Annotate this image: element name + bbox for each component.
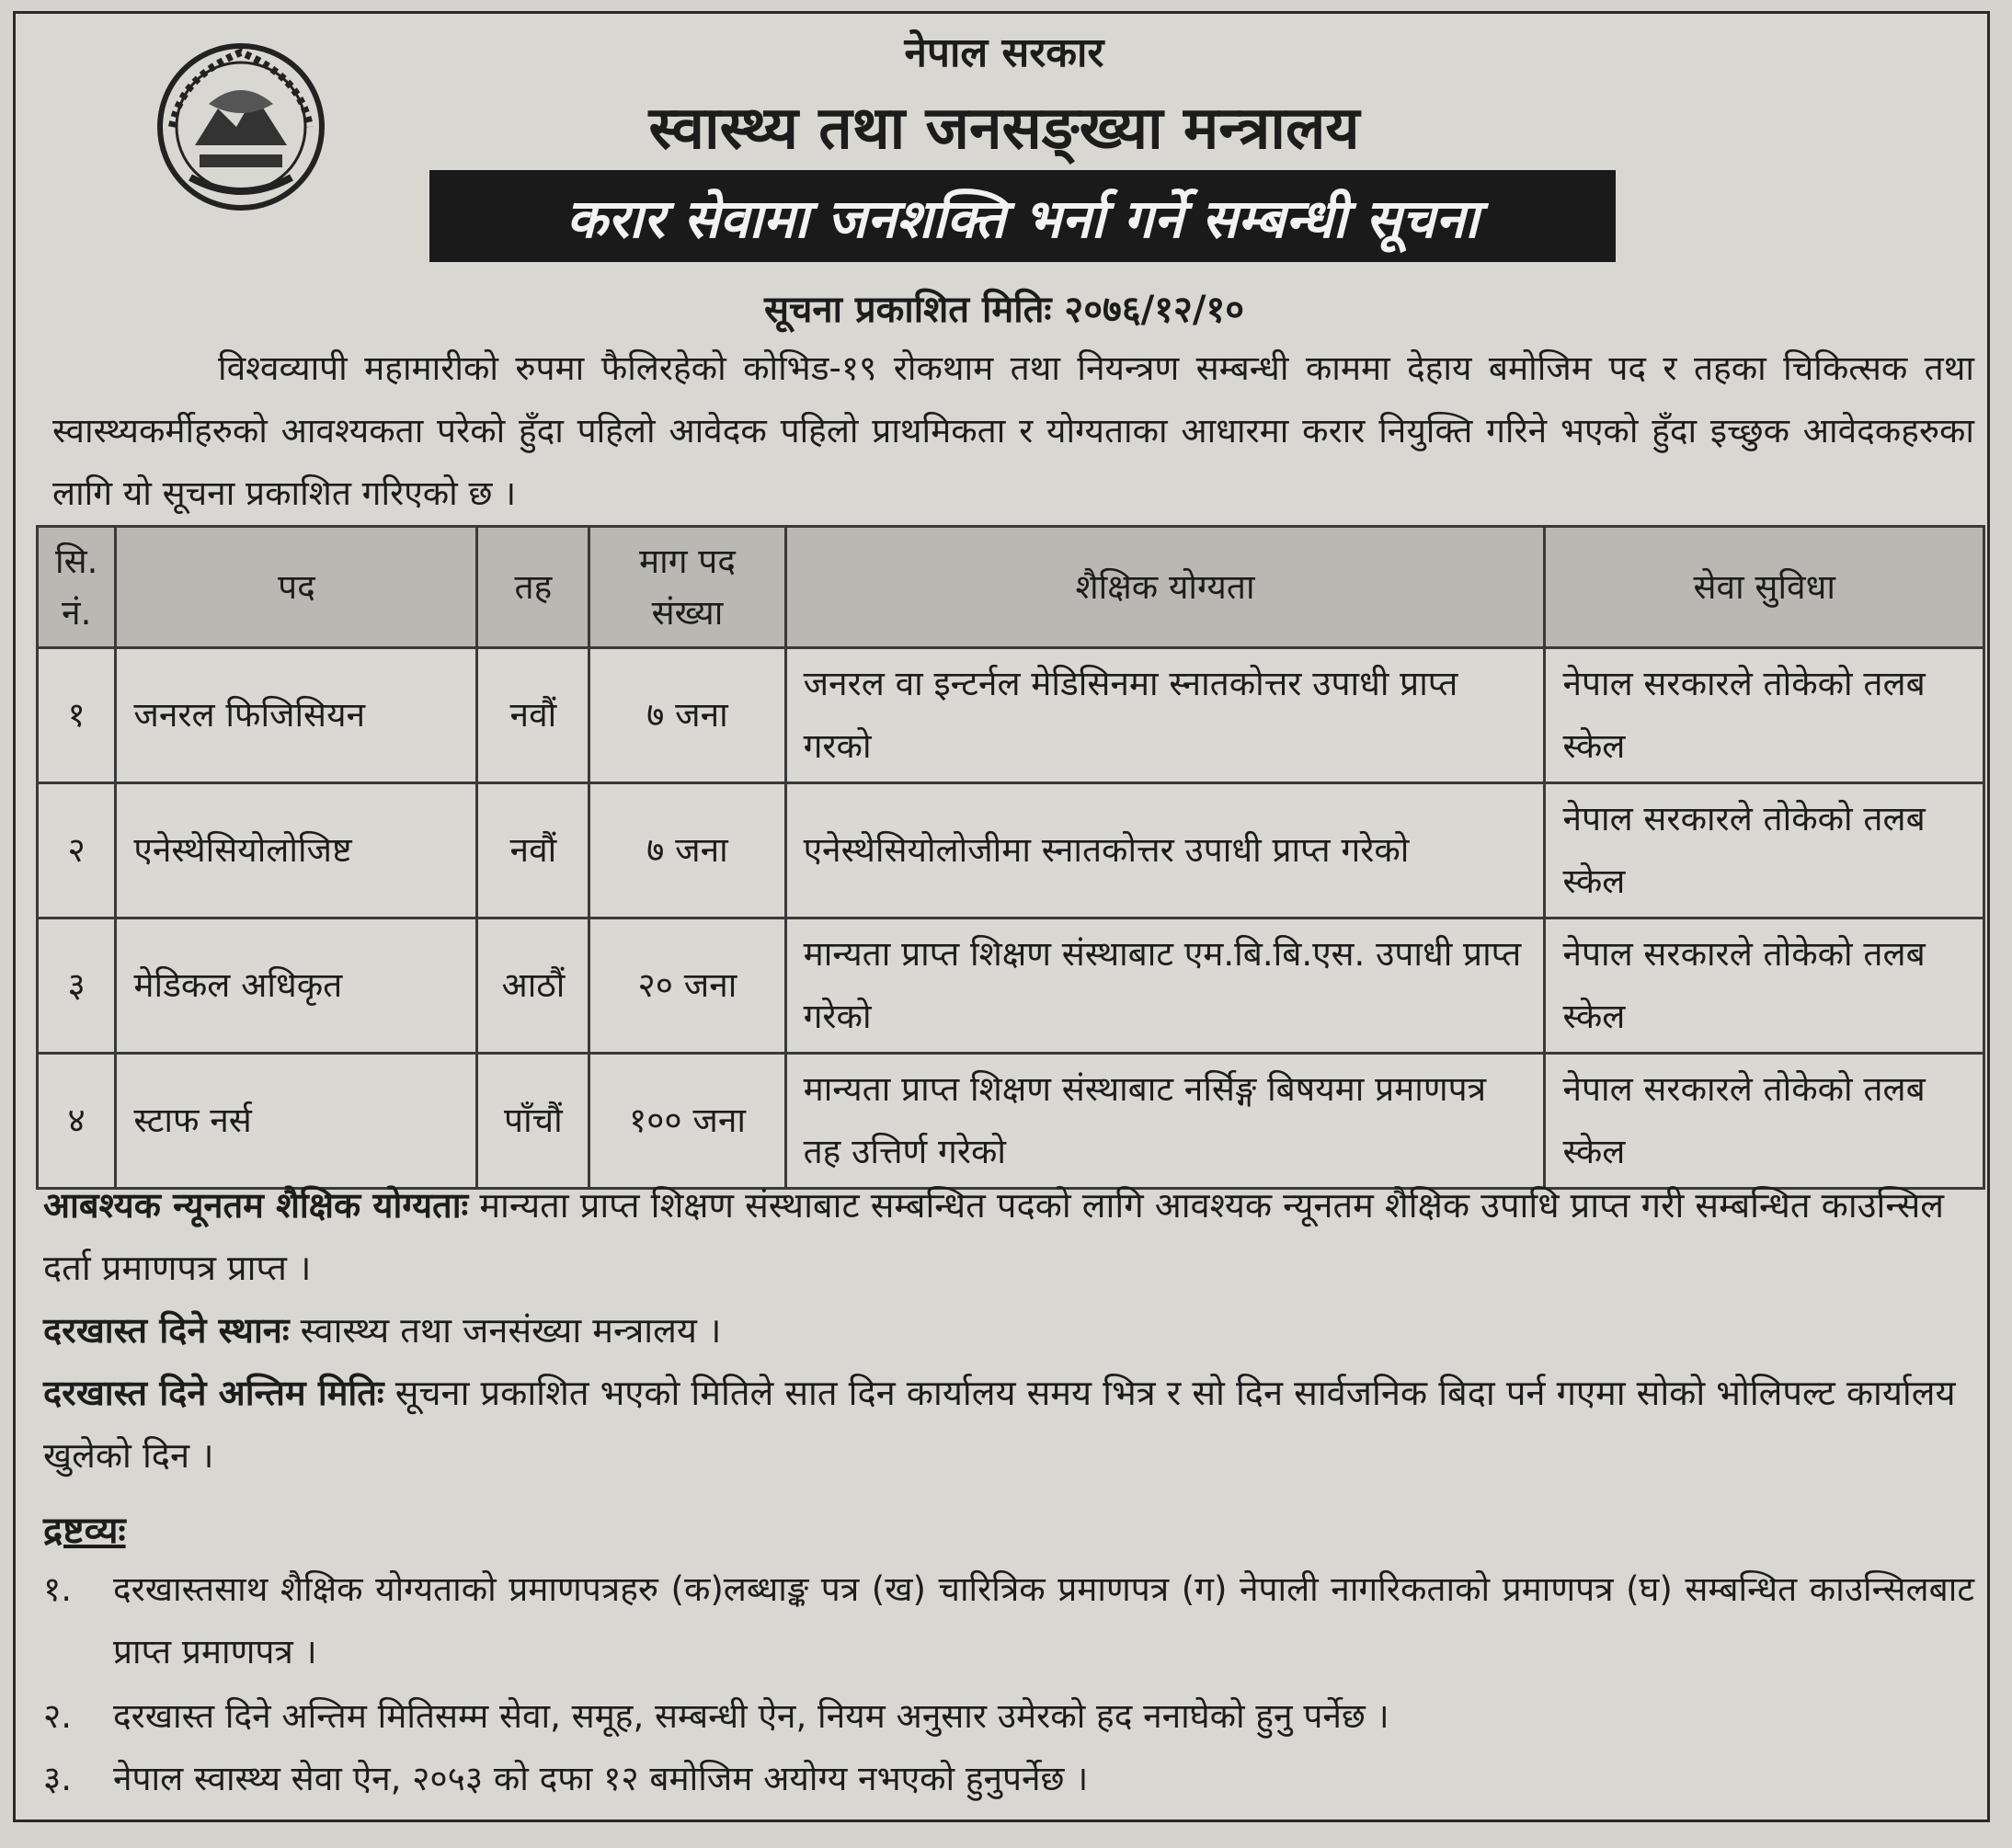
min-qualification-text: मान्यता प्राप्त शिक्षण संस्थाबाट सम्बन्धित पदको लागि आवश्यक न्यूनतम शैक्षिक उपाधि प्राप्त गरी सम्बन्धित काउन्सिल दर्ता प्रमाणपत्र प्राप्त । (43, 1185, 1945, 1288)
note-item (43, 1685, 1974, 1748)
cell-post: एनेस्थेसियोलोजिष्ट (116, 783, 477, 918)
note-number: ३. (43, 1759, 73, 1798)
table-header-row (38, 527, 1984, 648)
cell-sn: २ (38, 783, 116, 918)
cell-level: पाँचौं (477, 1054, 589, 1189)
note-item (43, 1558, 1974, 1683)
cell-qualification: मान्यता प्राप्त शिक्षण संस्थाबाट एम.बि.बि.एस. उपाधी प्राप्त गरेको (785, 918, 1545, 1054)
header-count: माग पद संख्या (589, 527, 785, 648)
vacancy-table (36, 525, 1985, 1190)
cell-qualification: मान्यता प्राप्त शिक्षण संस्थाबाट नर्सिङ्ग बिषयमा प्रमाणपत्र तह उत्तिर्ण गरेको (785, 1054, 1545, 1189)
cell-level: नवौं (477, 783, 589, 918)
min-qualification-section (43, 1174, 1974, 1299)
note-number: १. (43, 1569, 73, 1609)
note-text: दरखास्तसाथ शैक्षिक योग्यताको प्रमाणपत्रहरु (क)लब्धाङ्क पत्र (ख) चारित्रिक प्रमाणपत्र (ग) नेपाली नागरिकताको प्रमाणपत्र (घ) सम्बन्धित काउन्सिलबाट प्राप्त प्रमाणपत्र । (113, 1569, 1974, 1671)
min-qualification-label: आबश्यक न्यूनतम शैक्षिक योग्यताः (43, 1185, 469, 1226)
note-text: दरखास्त दिने अन्तिम मितिसम्म सेवा, समूह, सम्बन्धी ऐन, नियम अनुसार उमेरको हद ननाघेको हुनु पर्नेछ । (113, 1696, 1389, 1736)
header-level: तह (477, 527, 589, 648)
notes-heading: द्रष्टव्यः (43, 1510, 126, 1552)
table-row (38, 918, 1984, 1054)
note-number: २. (43, 1696, 73, 1736)
header-qualification: शैक्षिक योग्यता (785, 527, 1545, 648)
cell-count: ७ जना (589, 783, 785, 918)
cell-count: ७ जना (589, 648, 785, 783)
deadline-section (43, 1362, 1974, 1487)
application-place-text: स्वास्थ्य तथा जनसंख्या मन्त्रालय । (300, 1310, 722, 1351)
deadline-text: सूचना प्रकाशित भएको मितिले सात दिन कार्यालय समय भित्र र सो दिन सार्वजनिक बिदा पर्न गएमा सोको भोलिपल्ट कार्यालय खुलेको दिन । (43, 1373, 1956, 1476)
cell-count: १०० जना (589, 1054, 785, 1189)
intro-paragraph: विश्वव्यापी महामारीको रुपमा फैलिरहेको कोभिड-१९ रोकथाम तथा नियन्त्रण सम्बन्धी काममा देहाय बमोजिम पद र तहका चिकित्सक तथा स्वास्थ्यकर्मीहरुको आवश्यकता परेको हुँदा पहिलो आवेदक पहिलो प्राथमिकता र योग्यताका आधारमा करार नियुक्ति गरिने भएको हुँदा इच्छुक आवेदकहरुका लागि यो सूचना प्रकाशित गरिएको छ । (52, 348, 1974, 513)
cell-post: मेडिकल अधिकृत (116, 918, 477, 1054)
cell-post: जनरल फिजिसियन (116, 648, 477, 783)
publish-date: सूचना प्रकाशित मितिः २०७६/१२/१० (763, 289, 1245, 331)
cell-qualification: जनरल वा इन्टर्नल मेडिसिनमा स्नातकोत्तर उपाधी प्राप्त गरको (785, 648, 1545, 783)
cell-facility: नेपाल सरकारले तोकेको तलब स्केल (1545, 648, 1984, 783)
header-post: पद (116, 527, 477, 648)
table-row (38, 1054, 1984, 1189)
cell-sn: १ (38, 648, 116, 783)
cell-facility: नेपाल सरकारले तोकेको तलब स्केल (1545, 783, 1984, 918)
cell-count: २० जना (589, 918, 785, 1054)
notice-title-banner: करार सेवामा जनशक्ति भर्ना गर्ने सम्बन्धी सूचना (429, 170, 1616, 262)
header-facility: सेवा सुविधा (1545, 527, 1984, 648)
application-place-label: दरखास्त दिने स्थानः (43, 1310, 290, 1351)
cell-facility: नेपाल सरकारले तोकेको तलब स्केल (1545, 1054, 1984, 1189)
cell-qualification: एनेस्थेसियोलोजीमा स्नातकोत्तर उपाधी प्राप्त गरेको (785, 783, 1545, 918)
note-text: नेपाल स्वास्थ्य सेवा ऐन, २०५३ को दफा १२ बमोजिम अयोग्य नभएको हुनुपर्नेछ । (113, 1759, 1089, 1798)
cell-facility: नेपाल सरकारले तोकेको तलब स्केल (1545, 918, 1984, 1054)
cell-sn: ३ (38, 918, 116, 1054)
cell-level: नवौं (477, 648, 589, 783)
cell-sn: ४ (38, 1054, 116, 1189)
note-item (43, 1748, 1974, 1810)
ministry-title: स्वास्थ्य तथा जनसङ्ख्या मन्त्रालय (648, 95, 1360, 163)
table-row (38, 648, 1984, 783)
table-row (38, 783, 1984, 918)
cell-post: स्टाफ नर्स (116, 1054, 477, 1189)
application-place-section (43, 1299, 1974, 1362)
header-sn: सि. नं. (38, 527, 116, 648)
government-title: नेपाल सरकार (904, 29, 1104, 76)
deadline-label: दरखास्त दिने अन्तिम मितिः (43, 1373, 384, 1413)
cell-level: आठौं (477, 918, 589, 1054)
notice-page (13, 11, 1990, 1822)
